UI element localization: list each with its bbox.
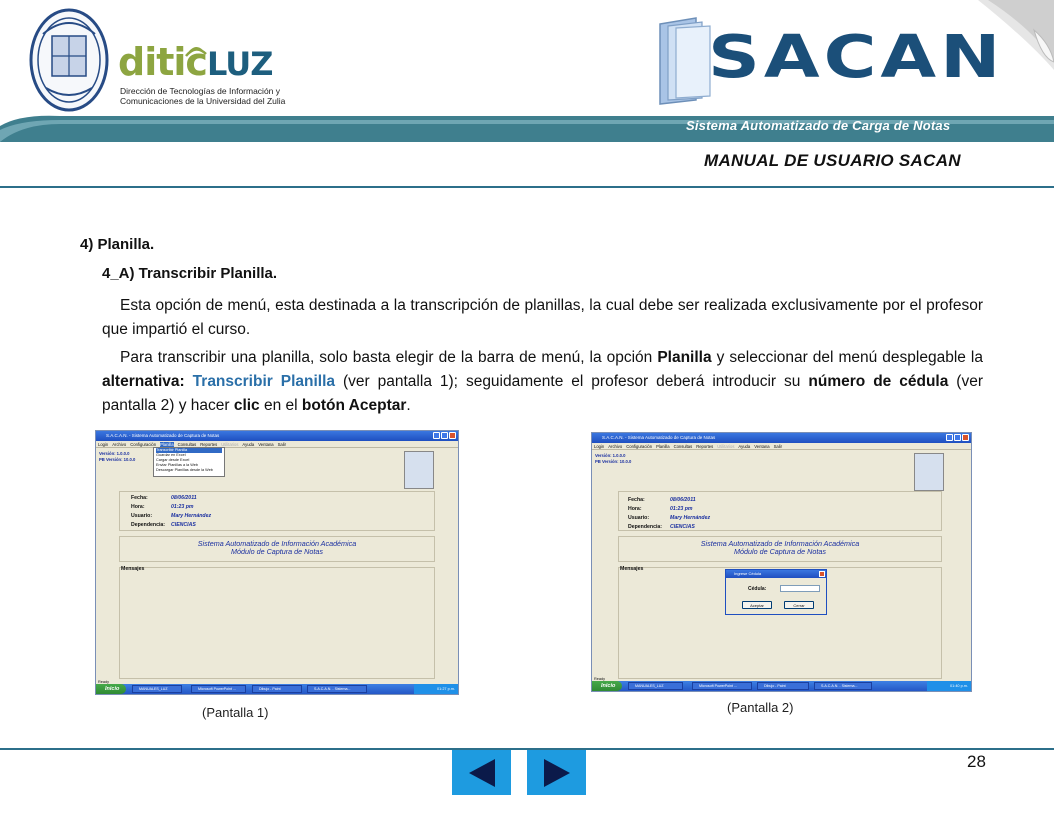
dependencia-label: Dependencia: [131, 522, 166, 528]
ditic-sub-line2: Comunicaciones de la Universidad del Zulia [120, 96, 286, 106]
window-buttons [946, 434, 969, 441]
version-line2: PB Versión: 10.0.0 [99, 457, 136, 462]
close-icon [962, 434, 969, 441]
para2-text-3: (ver pantalla 1); seguidamente el profesor deberá introducir su [335, 373, 809, 390]
next-page-button[interactable] [527, 750, 586, 795]
dialog-titlebar [726, 570, 826, 578]
manual-title: MANUAL DE USUARIO SACAN [704, 151, 961, 170]
version-info [595, 453, 631, 465]
dialog-title: Ingrese Cédula [734, 571, 762, 576]
ditic-sub-line1: Dirección de Tecnologías de Información y [120, 86, 281, 96]
band-text: Sistema Automatizado de Carga de Notas [686, 118, 951, 133]
menu-configuracion: Configuración [626, 444, 653, 449]
ditic-brand-part1: ditic [118, 40, 207, 84]
menu-consultas: Consultas [177, 442, 197, 447]
wifi-waves-icon [182, 36, 212, 58]
status-ready: Ready [98, 680, 109, 684]
screenshot-2 [591, 432, 972, 692]
menu-planilla: Planilla [160, 442, 174, 447]
para2-bold-clic: clic [233, 397, 260, 414]
menu-consultas: Consultas [673, 444, 693, 449]
section-heading: 4) Planilla. [80, 236, 155, 253]
messages-label: Mensajes [620, 566, 644, 572]
task-item: Dibujo - Paint [757, 682, 809, 690]
start-button: Inicio [96, 684, 126, 694]
task-item: Dibujo - Paint [252, 685, 302, 693]
crest-icon [404, 451, 434, 489]
para2-text-6: . [406, 397, 411, 414]
page-curl-icon [958, 0, 1054, 80]
university-seal-icon [28, 6, 110, 114]
menu-planilla: Planilla [656, 444, 670, 449]
window-titlebar [96, 431, 458, 441]
crest-icon [914, 453, 944, 491]
menu-archivo: Archivo [112, 442, 127, 447]
caption-pantalla-1: (Pantalla 1) [202, 705, 269, 720]
dialog-close-icon [819, 571, 825, 577]
cedula-dialog [725, 569, 827, 615]
version-line1: Versión: 1.0.0.0 [99, 451, 130, 456]
system-title-line1: Sistema Automatizado de Información Académica [700, 539, 860, 548]
sacan-logo: SACAN [708, 22, 1005, 91]
hora-value: 01:23 pm [670, 506, 693, 512]
fecha-value: 08/06/2011 [171, 495, 197, 501]
hora-value: 01:23 pm [171, 504, 194, 510]
minimize-icon [433, 432, 440, 439]
screenshot-1 [95, 430, 459, 695]
ditic-subtitle [120, 86, 330, 106]
page-number: 28 [967, 752, 986, 771]
task-item: S.A.C.A.N. - Sistema... [307, 685, 367, 693]
usuario-value: Mary Hernández [171, 513, 212, 519]
accept-button: Aceptar [742, 601, 772, 609]
dependencia-value: CIENCIAS [670, 524, 695, 530]
system-title-line1: Sistema Automatizado de Información Académica [197, 539, 357, 548]
para2-bold-planilla: Planilla [657, 349, 712, 366]
dropdown-item-descargar: Descargar Planillas desde la Web [156, 468, 213, 472]
version-line1: Versión: 1.0.0.0 [595, 453, 626, 458]
menu-ventana: Ventana [754, 444, 770, 449]
para2-bold-aceptar: botón Aceptar [301, 397, 407, 414]
menu-configuracion: Configuración [130, 442, 157, 447]
paragraph-2 [102, 346, 983, 418]
user-info-box [618, 491, 942, 531]
para2-transcribir-planilla: Transcribir Planilla [192, 373, 336, 390]
system-title-line2: Módulo de Captura de Notas [231, 547, 323, 556]
menu-salir: Salir [773, 444, 782, 449]
ditic-brand-part2: LUZ [206, 45, 273, 83]
paragraph-1: Esta opción de menú, esta destinada a la transcripción de planillas, la cual debe ser realizada exclusivamente por el profesor que impartió el curso. [102, 297, 983, 338]
menu-login: Login [594, 444, 605, 449]
messages-box [119, 567, 435, 679]
task-item: Microsoft PowerPoint ... [191, 685, 246, 693]
start-button: Inicio [592, 681, 622, 691]
system-title [618, 540, 942, 556]
menu-bar [96, 441, 458, 448]
usuario-label: Usuario: [131, 513, 153, 519]
menu-bar [592, 443, 971, 450]
arrow-left-icon [467, 757, 497, 789]
task-item: MANUALES_LUZ [628, 682, 683, 690]
section-subheading: 4_A) Transcribir Planilla. [102, 265, 278, 282]
para2-text-2: y seleccionar del menú desplegable la [711, 349, 983, 366]
fecha-value: 08/06/2011 [670, 497, 696, 503]
hora-label: Hora: [131, 504, 145, 510]
para2-bold-cedula: número de cédula [808, 373, 949, 390]
para2-text-1: Para transcribir una planilla, solo basta elegir de la barra de menú, la opción [120, 349, 658, 366]
window-title: S.A.C.A.N. - Sistema Automatizado de Captura de Notas [602, 435, 716, 440]
para2-text-5: en el [259, 397, 302, 414]
cancel-button: Cerrar [784, 601, 814, 609]
dropdown-item-enviar: Enviar Planillas a la Web [156, 463, 198, 467]
para2-text-4: (ver pantalla 2) y hacer [102, 373, 983, 414]
menu-reportes: Reportes [696, 444, 714, 449]
dependencia-value: CIENCIAS [171, 522, 196, 528]
system-tray-time: 01:40 p.m. [927, 681, 971, 691]
fecha-label: Fecha: [628, 497, 645, 503]
folder-icon [656, 14, 716, 106]
version-line2: PB Versión: 10.0.0 [595, 459, 632, 464]
menu-login: Login [98, 442, 109, 447]
system-title-line2: Módulo de Captura de Notas [734, 547, 826, 556]
window-buttons [433, 432, 456, 439]
hora-label: Hora: [628, 506, 642, 512]
previous-page-button[interactable] [452, 750, 511, 795]
cedula-label: Cédula: [748, 586, 767, 592]
maximize-icon [954, 434, 961, 441]
dropdown-item-transcribir: Transcribir Planilla [156, 448, 222, 453]
version-info [99, 451, 135, 463]
arrow-right-icon [542, 757, 572, 789]
menu-ayuda: Ayuda [738, 444, 751, 449]
menu-archivo: Archivo [608, 444, 623, 449]
usuario-label: Usuario: [628, 515, 650, 521]
menu-ayuda: Ayuda [242, 442, 255, 447]
menu-ventana: Ventana [258, 442, 274, 447]
close-icon [449, 432, 456, 439]
system-title [119, 540, 435, 556]
header-divider [0, 186, 1054, 188]
caption-pantalla-2: (Pantalla 2) [727, 700, 794, 715]
menu-utilitarios: Utilitarios [717, 444, 735, 449]
minimize-icon [946, 434, 953, 441]
user-info-box [119, 491, 435, 531]
dependencia-label: Dependencia: [628, 524, 663, 530]
maximize-icon [441, 432, 448, 439]
system-tray-time: 01:27 p.m. [414, 684, 458, 694]
taskbar [592, 681, 971, 691]
usuario-value: Mary Hernández [670, 515, 711, 521]
task-item: MANUALES_LUZ [132, 685, 182, 693]
window-title: S.A.C.A.N. - Sistema Automatizado de Captura de Notas [106, 433, 220, 438]
task-item: S.A.C.A.N. - Sistema... [814, 682, 872, 690]
ditic-logo [118, 40, 328, 112]
menu-reportes: Reportes [200, 442, 218, 447]
window-titlebar [592, 433, 971, 443]
status-ready: Ready [594, 677, 605, 681]
messages-label: Mensajes [121, 566, 145, 572]
taskbar [96, 684, 458, 694]
task-item: Microsoft PowerPoint ... [692, 682, 752, 690]
para2-bold-alternativa: alternativa: [102, 373, 193, 390]
planilla-dropdown [153, 447, 225, 477]
menu-salir: Salir [277, 442, 286, 447]
cedula-input [780, 585, 820, 592]
fecha-label: Fecha: [131, 495, 148, 501]
dropdown-item-guardar: Guardar en Excel [156, 453, 186, 457]
menu-utilitarios: Utilitarios [221, 442, 239, 447]
dropdown-item-cargar: Cargar desde Excel [156, 458, 190, 462]
